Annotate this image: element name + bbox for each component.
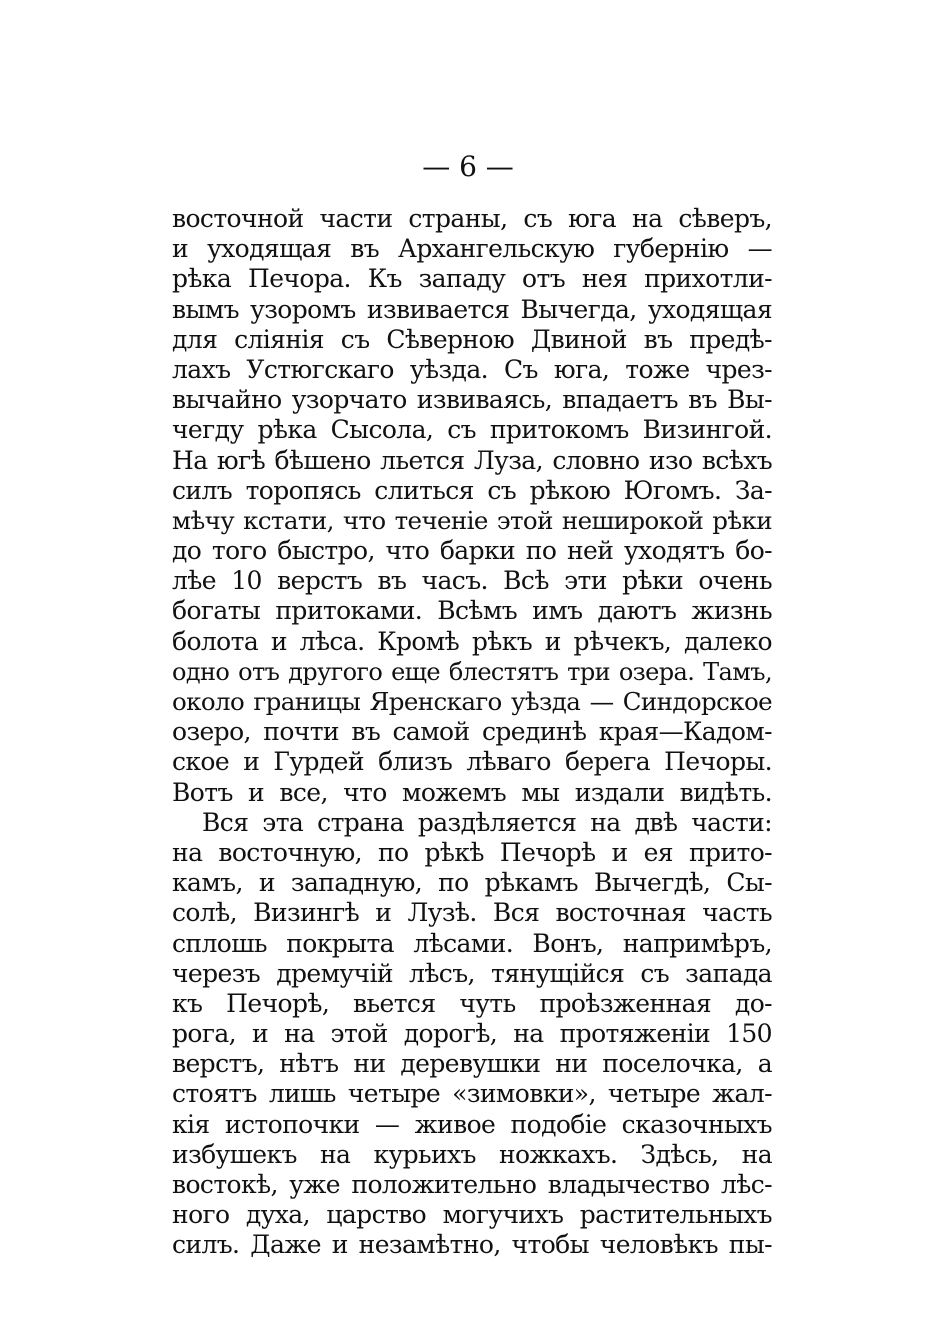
text-line: верстъ, нѣтъ ни деревушки ни поселочка, а bbox=[172, 1049, 772, 1079]
text-line: восточной части страны, съ юга на сѣверъ, bbox=[172, 204, 772, 233]
text-line: вычайно узорчато извиваясь, впадаетъ въ Вы- bbox=[172, 385, 772, 415]
page-number: — 6 — bbox=[422, 150, 514, 183]
text-line: на восточную, по рѣкѣ Печорѣ и ея прито- bbox=[172, 837, 772, 867]
paragraph-end-line: Вотъ и все, что можемъ мы издали видѣть. bbox=[172, 777, 772, 807]
text-line: черезъ дремучій лѣсъ, тянущійся съ запада bbox=[172, 958, 772, 988]
text-line: На югѣ бѣшено льется Луза, словно изо всѣхъ bbox=[172, 445, 772, 475]
text-line: одно отъ другого еще блестятъ три озера. Тамъ, bbox=[172, 657, 772, 686]
text-line: къ Печорѣ, вьется чуть проѣзженная до- bbox=[172, 988, 772, 1018]
text-line: чегду рѣка Сысола, съ притокомъ Визингой. bbox=[172, 415, 772, 445]
text-line: кія истопочки — живое подобіе сказочныхъ bbox=[172, 1109, 772, 1139]
text-line: озеро, почти въ самой срединѣ края—Кадом- bbox=[172, 717, 772, 747]
text-line: около границы Яренскаго уѣзда — Синдорское bbox=[172, 687, 772, 716]
text-line: вымъ узоромъ извивается Вычегда, уходящая bbox=[172, 294, 772, 324]
text-line: и уходящая въ Архангельскую губернію — bbox=[172, 234, 772, 264]
text-line: солѣ, Визингѣ и Лузѣ. Вся восточная часть bbox=[172, 898, 772, 928]
text-line: болота и лѣса. Кромѣ рѣкъ и рѣчекъ, далеко bbox=[172, 626, 772, 656]
text-line: камъ, и западную, по рѣкамъ Вычегдѣ, Сы- bbox=[172, 868, 772, 898]
body-text bbox=[172, 204, 772, 1261]
text-line: стоятъ лишь четыре «зимовки», четыре жал- bbox=[172, 1079, 772, 1109]
text-line: лѣе 10 верстъ въ часъ. Всѣ эти рѣки очень bbox=[172, 566, 772, 596]
text-line: до того быстро, что барки по ней уходятъ бо- bbox=[172, 536, 772, 566]
text-line: сплошь покрыта лѣсами. Вонъ, напримѣръ, bbox=[172, 928, 772, 958]
text-line: лахъ Устюгскаго уѣзда. Съ юга, тоже чрез- bbox=[172, 354, 772, 384]
text-line: рѣка Печора. Къ западу отъ нея прихотли- bbox=[172, 264, 772, 294]
text-line: ного духа, царство могучихъ растительныхъ bbox=[172, 1200, 772, 1230]
text-line: ское и Гурдей близъ лѣваго берега Печоры. bbox=[172, 747, 772, 777]
text-line: мѣчу кстати, что теченіе этой неширокой рѣки bbox=[172, 505, 772, 535]
paragraph-start-line: Вся эта страна раздѣляется на двѣ части: bbox=[202, 807, 772, 837]
text-line: востокѣ, уже положительно владычество лѣс- bbox=[172, 1170, 772, 1199]
text-line: рога, и на этой дорогѣ, на протяженіи 150 bbox=[172, 1019, 772, 1049]
text-line: для сліянія съ Сѣверною Двиной въ предѣ- bbox=[172, 324, 772, 354]
text-line: избушекъ на курьихъ ножкахъ. Здѣсь, на bbox=[172, 1139, 772, 1169]
text-line: богаты притоками. Всѣмъ имъ даютъ жизнь bbox=[172, 596, 772, 626]
text-line: силъ. Даже и незамѣтно, чтобы человѣкъ пы- bbox=[172, 1230, 772, 1260]
text-line: силъ торопясь слиться съ рѣкою Югомъ. За- bbox=[172, 475, 772, 505]
